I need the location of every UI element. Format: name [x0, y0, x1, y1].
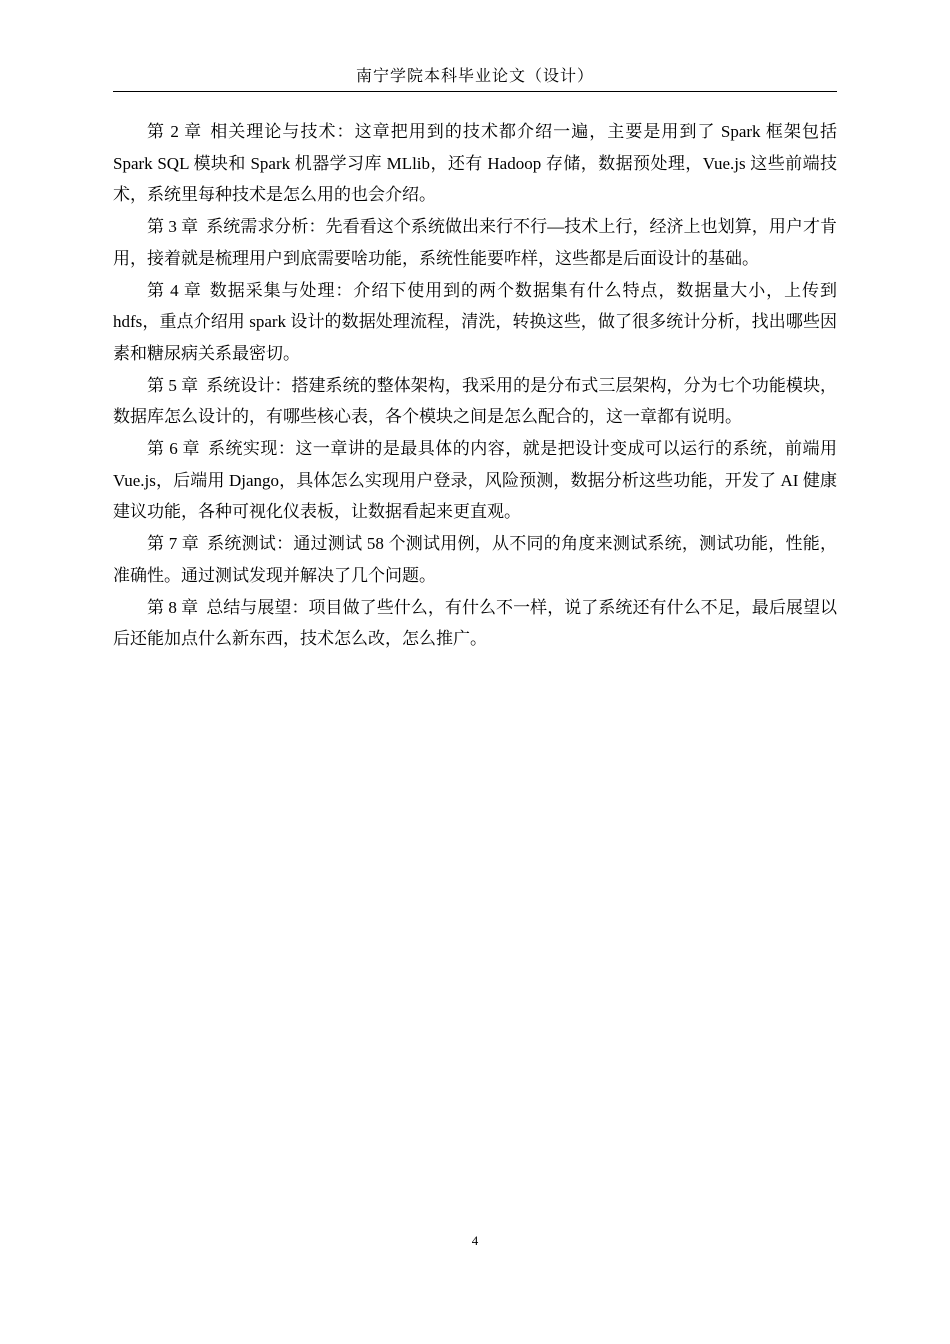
- paragraph-chapter-5: [113, 370, 837, 433]
- chapter-label: 第 8 章: [147, 597, 199, 617]
- paragraph-text: 系统测试：通过测试 58 个测试用例，从不同的角度来测试系统，测试功能，性能，准确性。通过测试发现并解决了几个问题。: [113, 534, 838, 585]
- chapter-label: 第 3 章: [147, 217, 199, 237]
- page-number: 4: [471, 1233, 479, 1248]
- chapter-label: 第 2 章: [147, 122, 203, 141]
- chapter-label: 第 6 章: [147, 439, 200, 459]
- header-rule: [113, 91, 837, 92]
- paragraph-text: 总结与展望：项目做了些什么，有什么不一样，说了系统还有什么不足，最后展望以后还能加点什么新东西，技术怎么改，怎么推广。: [113, 597, 838, 649]
- paragraph-text: 系统需求分析：先看看这个系统做出来行不行—技术上行，经济上也划算，用户才肯用，接着就是梳理用户到底需要啥功能，系统性能要咋样，这些都是后面设计的基础。: [113, 217, 838, 268]
- body-text: [113, 116, 837, 655]
- paragraph-chapter-2: [113, 116, 837, 211]
- chapter-label: 第 4 章: [147, 280, 202, 300]
- paragraph-chapter-7: [113, 528, 837, 591]
- chapter-label: 第 5 章: [147, 375, 199, 395]
- paragraph-text: 系统设计：搭建系统的整体架构，我采用的是分布式三层架构，分为七个功能模块，数据库怎么设计的，有哪些核心表，各个模块之间是怎么配合的，这一章都有说明。: [113, 375, 838, 427]
- paragraph-text: 数据采集与处理：介绍下使用到的两个数据集有什么特点，数据量大小，上传到 hdfs，重点介绍用 spark 设计的数据处理流程，清洗，转换这些，做了很多统计分析，找出哪些因素和糖尿病关系最密切。: [113, 280, 838, 363]
- chapter-label: 第 7 章: [147, 534, 200, 554]
- paragraph-chapter-3: [113, 211, 837, 274]
- paragraph-text: 相关理论与技术：这章把用到的技术都介绍一遍，主要是用到了 Spark 框架包括 Spark SQL 模块和 Spark 机器学习库 MLlib，还有 Hadoop 存储，数据预处理，Vue.js 这些前端技术，系统里每种技术是怎么用的也会介绍。: [113, 122, 837, 205]
- running-header: 南宁学院本科毕业论文（设计）: [355, 68, 594, 85]
- paragraph-chapter-6: [113, 433, 837, 528]
- paragraph-text: 系统实现：这一章讲的是最具体的内容，就是把设计变成可以运行的系统，前端用 Vue.js，后端用 Django，具体怎么实现用户登录，风险预测，数据分析这些功能，开发了 AI 健康建议功能，各种可视化仪表板，让数据看起来更直观。: [113, 439, 838, 522]
- paragraph-chapter-4: [113, 275, 837, 370]
- paragraph-chapter-8: [113, 592, 837, 655]
